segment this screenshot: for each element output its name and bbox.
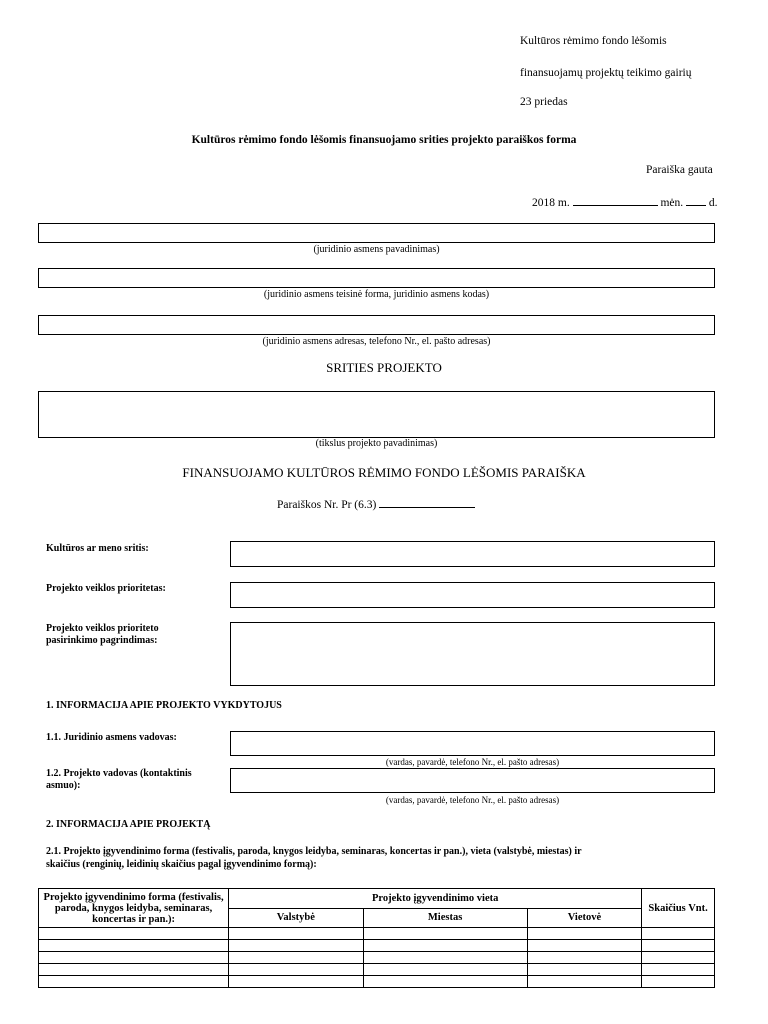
project-name-caption: (tikslus projekto pavadinimas) [315, 438, 438, 449]
table-row [39, 928, 715, 940]
table-cell[interactable] [642, 940, 715, 952]
table-cell[interactable] [229, 976, 363, 988]
priority-reason-line-2: pasirinkimo pagrindimas: [46, 635, 158, 646]
table-cell[interactable] [642, 976, 715, 988]
header-venue: Vietovė [527, 908, 641, 928]
table-cell[interactable] [229, 952, 363, 964]
implementation-table [38, 888, 715, 988]
application-number-label: Paraiškos Nr. Pr (6.3) [277, 499, 377, 511]
received-day: d. [708, 197, 718, 209]
priority-reason-line-1: Projekto veiklos prioriteto [46, 623, 159, 634]
table-cell[interactable] [527, 964, 641, 976]
table-cell[interactable] [39, 964, 229, 976]
project-manager-line-1: 1.2. Projekto vadovas (kontaktinis [46, 768, 192, 779]
table-cell[interactable] [527, 928, 641, 940]
applicant-address-field[interactable] [38, 315, 715, 335]
priority-reason-input[interactable] [230, 622, 715, 686]
table-cell[interactable] [229, 928, 363, 940]
applicant-legal-form-field[interactable] [38, 268, 715, 288]
table-cell[interactable] [39, 952, 229, 964]
table-cell[interactable] [527, 976, 641, 988]
project-manager-caption: (vardas, pavardė, telefono Nr., el. pašto adresas) [385, 795, 560, 805]
header-form: Projekto įgyvendinimo forma (festivalis, paroda, knygos leidyba, seminaras, koncertas ir pan.): [39, 889, 229, 928]
table-cell[interactable] [363, 928, 527, 940]
table-row [39, 964, 715, 976]
section2-sub-line-1: 2.1. Projekto įgyvendinimo forma (festivalis, paroda, knygos leidyba, seminaras, koncertas ir pan.), vieta (valstybė, miestas) ir [46, 846, 582, 857]
day-blank[interactable] [686, 195, 706, 206]
received-year: 2018 m. [532, 197, 570, 209]
priority-reason-label [46, 623, 159, 647]
table-cell[interactable] [642, 928, 715, 940]
table-row [39, 976, 715, 988]
art-field-label: Kultūros ar meno sritis: [46, 543, 149, 554]
applicant-legal-form-caption: (juridinio asmens teisinė forma, juridinio asmens kodas) [263, 289, 490, 300]
table-cell[interactable] [642, 964, 715, 976]
header-count: Skaičius Vnt. [642, 889, 715, 928]
priority-label: Projekto veiklos prioritetas: [46, 583, 166, 594]
month-blank[interactable] [573, 195, 658, 206]
table-cell[interactable] [642, 952, 715, 964]
application-number [277, 497, 475, 511]
applicant-name-caption: (juridinio asmens pavadinimas) [313, 244, 440, 255]
section2-sub-line-2: skaičius (renginių, leidinių skaičius pagal įgyvendinimo formą): [46, 859, 317, 870]
table-cell[interactable] [39, 928, 229, 940]
project-manager-input[interactable] [230, 768, 715, 793]
table-cell[interactable] [39, 976, 229, 988]
applicant-address-caption: (juridinio asmens adresas, telefono Nr., el. pašto adresas) [262, 336, 491, 347]
annex-line-3: 23 priedas [520, 96, 568, 108]
section2-heading: 2. INFORMACIJA APIE PROJEKTĄ [46, 819, 211, 830]
legal-head-input[interactable] [230, 731, 715, 756]
header-place: Projekto įgyvendinimo vieta [229, 889, 642, 909]
table-cell[interactable] [363, 976, 527, 988]
applicant-name-field[interactable] [38, 223, 715, 243]
legal-head-label: 1.1. Juridinio asmens vadovas: [46, 732, 177, 743]
annex-line-2: finansuojamų projektų teikimo gairių [520, 67, 692, 79]
table-cell[interactable] [363, 940, 527, 952]
table-row [39, 952, 715, 964]
table-cell[interactable] [527, 940, 641, 952]
table-cell[interactable] [229, 940, 363, 952]
application-number-blank[interactable] [379, 497, 475, 508]
table-cell[interactable] [363, 964, 527, 976]
table-cell[interactable] [363, 952, 527, 964]
project-manager-line-2: asmuo): [46, 780, 81, 791]
received-label: Paraiška gauta [646, 164, 713, 176]
section-heading: SRITIES PROJEKTO [326, 360, 442, 375]
main-heading: FINANSUOJAMO KULTŪROS RĖMIMO FONDO LĖŠOMIS PARAIŠKA [182, 465, 586, 480]
project-name-field[interactable] [38, 391, 715, 438]
priority-input[interactable] [230, 582, 715, 608]
legal-head-caption: (vardas, pavardė, telefono Nr., el. pašto adresas) [385, 757, 560, 767]
section1-heading: 1. INFORMACIJA APIE PROJEKTO VYKDYTOJUS [46, 700, 282, 711]
header-country: Valstybė [229, 908, 363, 928]
art-field-input[interactable] [230, 541, 715, 567]
header-city: Miestas [363, 908, 527, 928]
form-title: Kultūros rėmimo fondo lėšomis finansuojamo srities projekto paraiškos forma [191, 134, 577, 146]
table-cell[interactable] [39, 940, 229, 952]
received-date [532, 195, 718, 209]
project-manager-label [46, 768, 192, 792]
annex-line-1: Kultūros rėmimo fondo lėšomis [520, 35, 667, 47]
received-month: mėn. [660, 197, 684, 209]
table-cell[interactable] [229, 964, 363, 976]
table-cell[interactable] [527, 952, 641, 964]
table-row [39, 940, 715, 952]
section2-subheading [46, 845, 726, 871]
